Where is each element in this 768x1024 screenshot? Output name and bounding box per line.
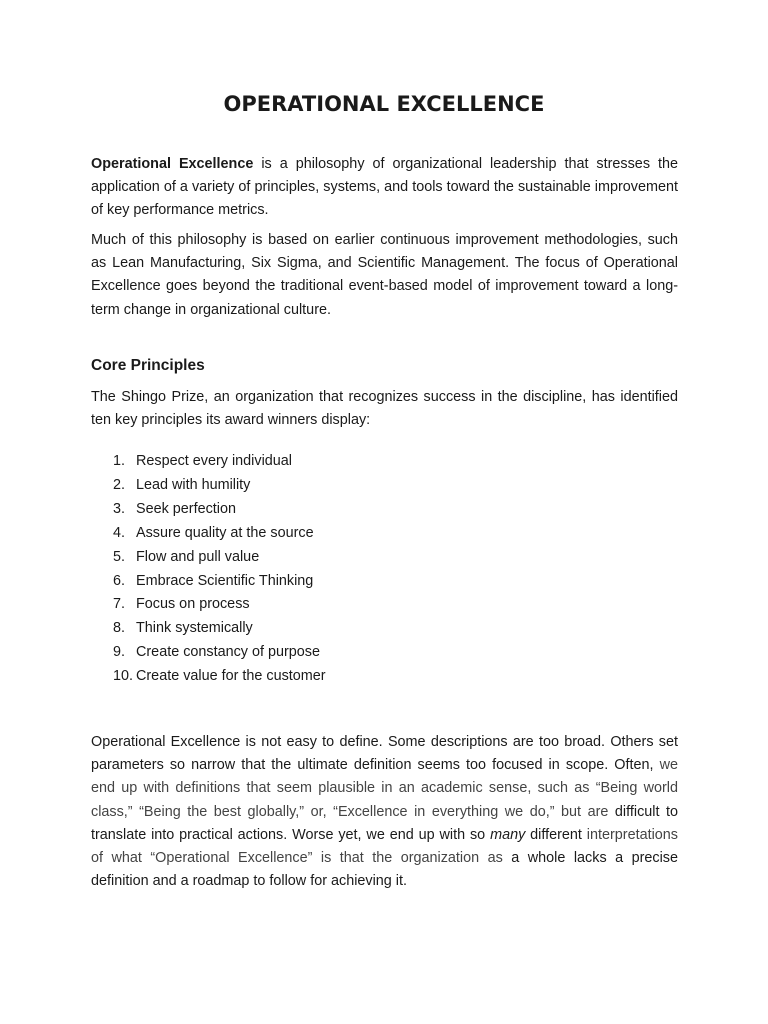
list-number: 10. (113, 668, 134, 685)
section-heading: Core Principles (91, 357, 205, 374)
list-item (113, 617, 513, 641)
closing-text-e: interpretations of what “Operational Excellence” is that the organization as (91, 826, 678, 867)
intro-lead-term: Operational Excellence (91, 156, 254, 172)
list-item (113, 450, 513, 474)
list-text: Seek perfection (136, 500, 236, 517)
intro-paragraph (91, 153, 678, 223)
list-item (113, 474, 513, 498)
intro-text: is a philosophy of organizational leadership that stresses the application of a variety of principles, systems, and tools toward the sustainable improvement of key performance metrics. (91, 156, 678, 219)
list-number: 7. (113, 596, 126, 613)
list-number: 9. (113, 644, 126, 661)
principles-list (113, 450, 513, 689)
closing-emphasis: many (490, 826, 526, 843)
closing-text-a: Operational Excellence is not easy to define. Some descriptions are too broad. Others set parameters so narrow that the ultimate definition seems too focused in scope. Often, (91, 734, 678, 774)
list-number: 2. (113, 476, 126, 493)
list-item (113, 641, 513, 665)
list-text: Flow and pull value (136, 548, 260, 565)
list-text: Lead with humility (136, 476, 251, 493)
list-number: 6. (113, 572, 126, 589)
list-text: Embrace Scientific Thinking (136, 572, 314, 589)
closing-text-c: difficult to translate into practical actions. Worse yet, we end up with so (91, 803, 679, 843)
list-number: 1. (113, 453, 126, 469)
list-number: 3. (113, 500, 126, 517)
list-text: Assure quality at the source (136, 524, 314, 541)
list-number: 8. (113, 620, 126, 637)
list-text: Create constancy of purpose (136, 644, 320, 661)
list-text: Think systemically (136, 620, 253, 637)
list-item (113, 570, 513, 594)
list-item (113, 498, 513, 522)
closing-paragraph (91, 731, 678, 893)
shingo-paragraph: The Shingo Prize, an organization that recognizes success in the discipline, has identified ten key principles its award winners display: (91, 389, 678, 429)
list-text: Create value for the customer (136, 668, 326, 685)
list-item (113, 593, 513, 617)
closing-text-b: we end up with definitions that seem plausible in an academic sense, such as “Being world class,” “Being the best globally,” or, “Excellence in everything we do,” but are (91, 757, 678, 820)
closing-text-d: different (525, 826, 587, 843)
list-number: 4. (113, 524, 126, 541)
list-item (113, 522, 513, 546)
closing-text-f: a whole lacks a precise definition and a roadmap to follow for achieving it. (91, 850, 678, 890)
list-text: Respect every individual (136, 453, 292, 469)
page-title: OPERATIONAL EXCELLENCE (223, 92, 545, 116)
list-number: 5. (113, 548, 126, 565)
philosophy-paragraph: Much of this philosophy is based on earlier continuous improvement methodologies, such as Lean Manufacturing, Six Sigma, and Scientific Management. The focus of Operational Excellence goes beyond the traditional event-based model of improvement toward a long-term change in organizational culture. (91, 232, 678, 318)
list-item (113, 546, 513, 570)
list-item (113, 665, 513, 689)
list-text: Focus on process (136, 596, 250, 613)
